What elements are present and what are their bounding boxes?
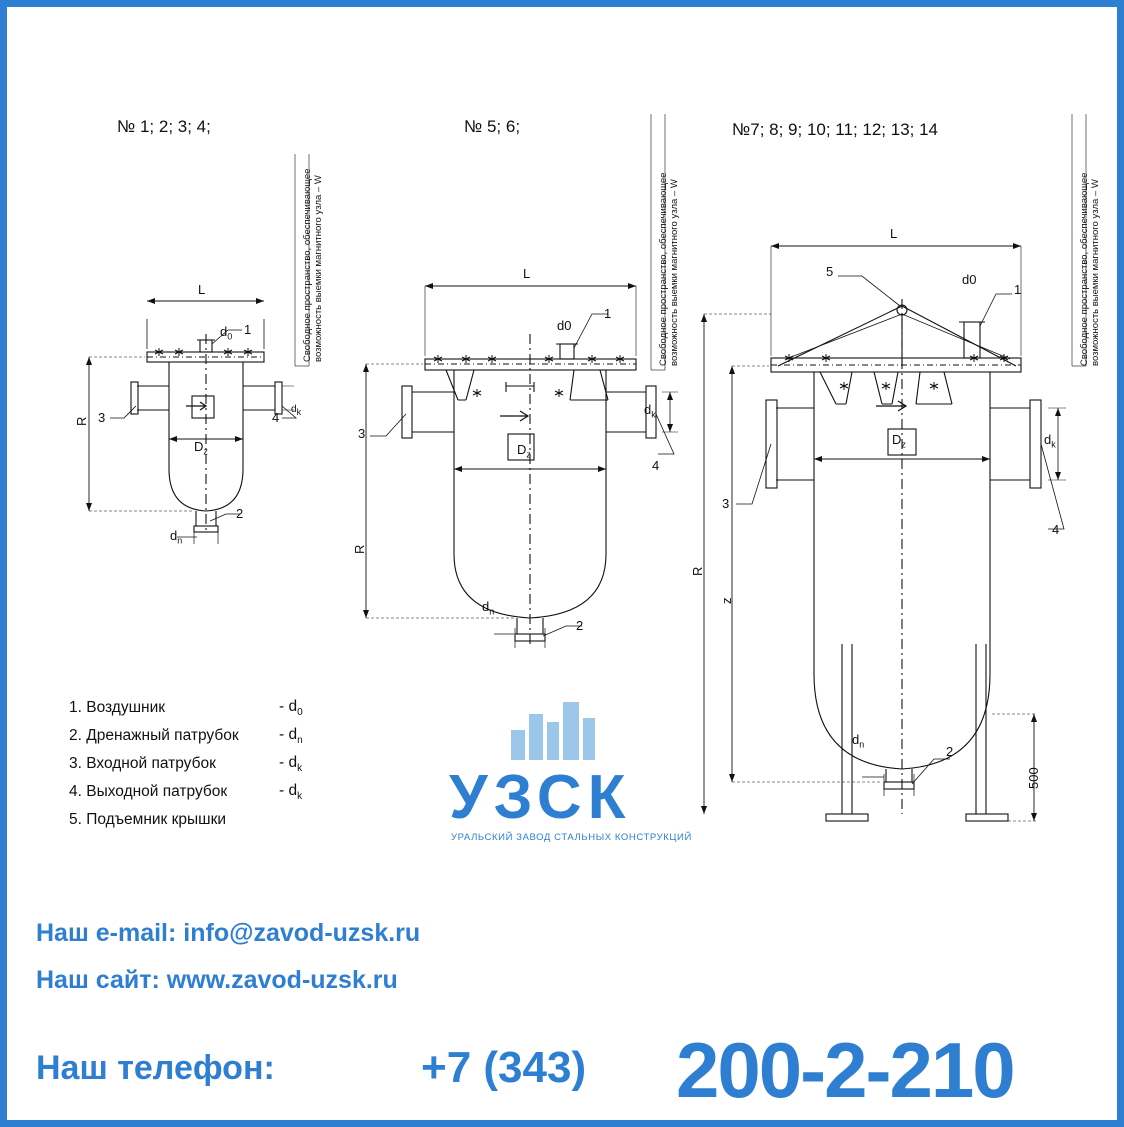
email-line — [36, 919, 1106, 948]
factory-icon — [511, 696, 761, 766]
d2-label-R: R — [352, 544, 367, 554]
legend-item — [69, 750, 399, 778]
d2-label-dn: $d_n$ — [482, 599, 495, 617]
d1-label-dn: $d_n$ — [170, 528, 183, 546]
legend-item — [69, 694, 399, 722]
legend-item — [69, 722, 399, 750]
note-free-space-1-line2: возможность выемки магнитного узла – W — [313, 175, 324, 362]
legend-item-label: 3. Входной патрубок — [69, 755, 216, 772]
note-free-space-3-line2: возможность выемки магнитного узла – W — [1090, 179, 1101, 366]
logo-word: УЗСК — [449, 763, 632, 832]
d1-label-R: R — [74, 416, 89, 426]
d2-callout-4: 4 — [652, 458, 660, 473]
phone-country-code: +7 (343) — [421, 1043, 587, 1092]
header-group-3: №7; 8; 9; 10; 11; 12; 13; 14 — [732, 120, 939, 139]
legend-item — [69, 806, 399, 834]
phone-label: Наш телефон: — [36, 1049, 275, 1087]
d2-callout-3: 3 — [358, 426, 366, 441]
header-group-2: № 5; 6; — [464, 117, 521, 136]
d3-callout-4: 4 — [1052, 522, 1060, 537]
legend-item-label: 1. Воздушник — [69, 699, 166, 716]
phone-number[interactable]: 200-2-210 — [676, 1026, 1014, 1114]
site-line — [36, 966, 1106, 995]
d3-label-500: 500 — [1026, 767, 1041, 789]
d1-label-L: L — [198, 282, 206, 297]
site-label: Наш сайт: — [36, 966, 160, 994]
email-label: Наш e-mail: — [36, 919, 177, 947]
d2-callout-1: 1 — [604, 306, 612, 321]
legend-item-symbol: - $d_k$ — [279, 781, 303, 803]
d2-label-d0: d0 — [557, 318, 572, 333]
d2-label-dk: $d_k$ — [644, 402, 656, 420]
note-free-space-3-line1: Свободное пространство, обеспечивающее — [1079, 172, 1090, 366]
d2-label-Dz: $D_z$ — [517, 442, 531, 460]
d1-callout-2: 2 — [236, 506, 244, 521]
contact-block — [36, 919, 1106, 1013]
d2-callout-2: 2 — [576, 618, 584, 633]
legend-item-symbol: - $d_k$ — [279, 753, 303, 775]
d1-label-d0: $d_0$ — [220, 324, 233, 342]
legend-item-label: 4. Выходной патрубок — [69, 783, 228, 800]
d1-callout-1: 1 — [244, 322, 252, 337]
d3-label-R: R — [690, 566, 705, 576]
email-value[interactable]: info@zavod-uzsk.ru — [183, 919, 421, 947]
d3-label-dk: $d_k$ — [1044, 432, 1056, 450]
d1-label-dk: $d_k$ — [291, 404, 302, 417]
phone-block — [36, 1026, 1106, 1114]
drawing-stage — [14, 14, 1124, 1127]
d1-callout-4: 4 — [272, 410, 280, 425]
legend — [69, 694, 399, 834]
legend-item-label: 2. Дренажный патрубок — [69, 727, 239, 744]
d2-label-L: L — [523, 266, 531, 281]
d3-label-dn: $d_n$ — [852, 732, 865, 750]
d3-label-Dz: $D_z$ — [892, 432, 906, 450]
legend-item-label: 5. Подъемник крышки — [69, 811, 227, 828]
d3-callout-2: 2 — [946, 744, 954, 759]
note-free-space-2-line2: возможность выемки магнитного узла – W — [669, 179, 680, 366]
d1-label-Dz: $D_z$ — [194, 439, 208, 457]
header-group-1: № 1; 2; 3; 4; — [117, 117, 211, 136]
legend-item-symbol: - $d_n$ — [279, 725, 303, 747]
d3-callout-5: 5 — [826, 264, 834, 279]
site-value[interactable]: www.zavod-uzsk.ru — [166, 966, 398, 994]
d3-label-z: z — [719, 597, 734, 604]
d3-label-d0: d0 — [962, 272, 977, 287]
legend-item — [69, 778, 399, 806]
note-free-space-1-line1: Свободное пространство, обеспечивающее — [302, 168, 313, 362]
d3-callout-1: 1 — [1014, 282, 1022, 297]
d1-callout-3: 3 — [98, 410, 106, 425]
company-logo — [449, 704, 699, 854]
d3-label-L: L — [890, 226, 898, 241]
note-free-space-2-line1: Свободное пространство, обеспечивающее — [658, 172, 669, 366]
legend-item-symbol: - $d_0$ — [279, 697, 303, 719]
d3-callout-3: 3 — [722, 496, 730, 511]
logo-subtitle: УРАЛЬСКИЙ ЗАВОД СТАЛЬНЫХ КОНСТРУКЦИЙ — [451, 832, 692, 843]
